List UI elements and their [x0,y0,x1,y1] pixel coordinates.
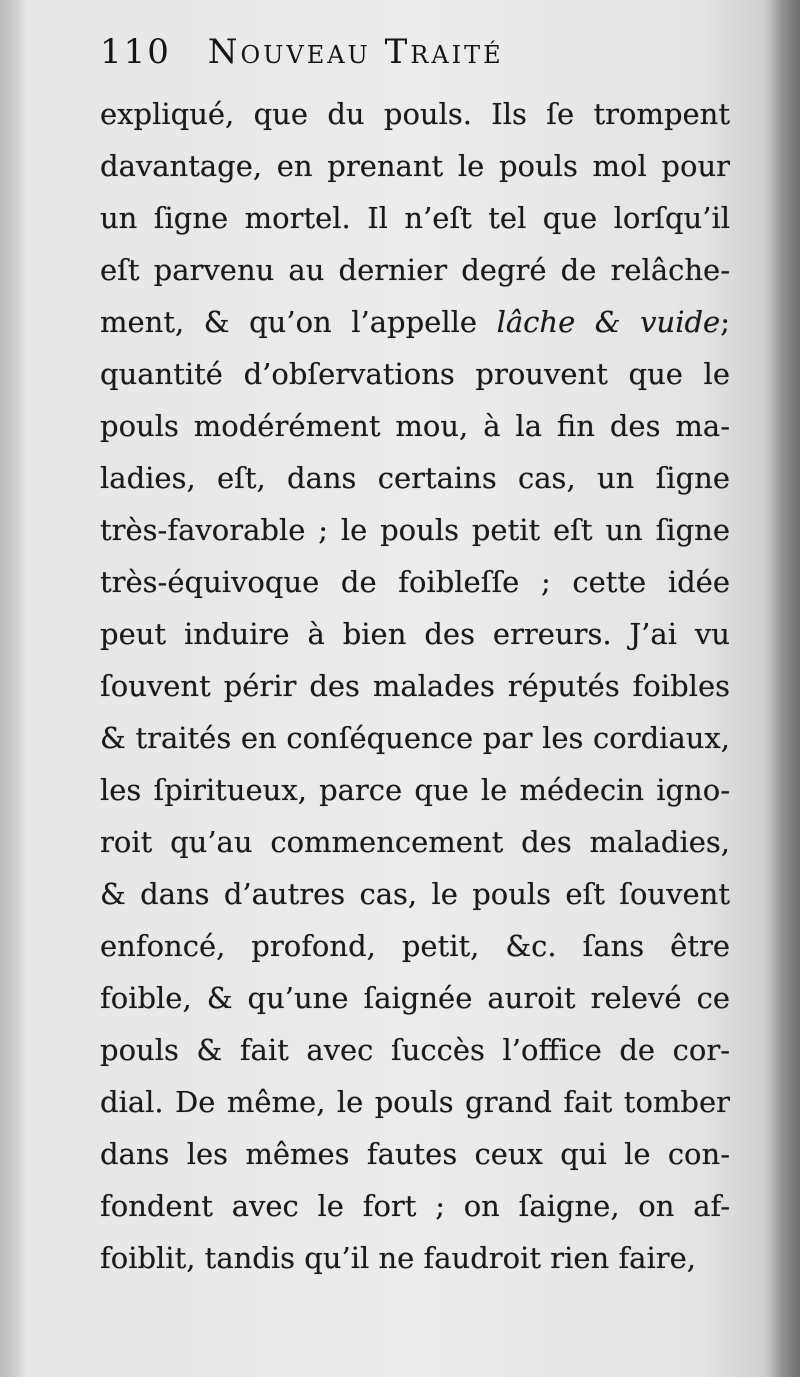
text-line: pouls modérément mou, à la fin des ma- [100,409,730,443]
page-header [100,32,740,78]
text-line: ſouvent périr des malades réputés foibles [100,669,730,703]
text-line: très-favorable ; le pouls petit eſt un ſigne [100,513,730,547]
text-line: davantage, en prenant le pouls mol pour [100,149,730,183]
text-line: expliqué, que du pouls. Ils ſe trompent [100,97,730,131]
text-line: fondent avec le fort ; on ſaigne, on af- [100,1189,730,1223]
page-number: 110 [100,32,171,72]
running-title: Nouveau Traité [207,32,504,72]
text-line: pouls & fait avec ſuccès l’office de cor- [100,1033,730,1067]
text-line: dans les mêmes fautes ceux qui le con- [100,1137,730,1171]
line-text: ; [720,305,730,339]
text-line: eſt parvenu au dernier degré de relâche- [100,253,730,287]
text-line: enfoncé, profond, petit, &c. ſans être [100,929,730,963]
text-line: quantité d’obſervations prouvent que le [100,357,730,391]
text-line: & traités en conſéquence par les cordiaux, [100,721,730,755]
text-line: dial. De même, le pouls grand fait tomber [100,1085,730,1119]
text-line: très-équivoque de foibleſſe ; cette idée [100,565,730,599]
line-text: ment, & qu’on l’appelle [100,305,497,339]
text-line: les ſpiritueux, parce que le médecin igno- [100,773,730,807]
text-line: roit qu’au commencement des maladies, [100,825,730,859]
italic-phrase: lâche & vuide [496,305,721,339]
body-text [100,88,730,1284]
text-line: foible, & qu’une ſaignée auroit relevé ce [100,981,730,1015]
text-line: foiblit, tandis qu’il ne faudroit rien faire, [100,1241,696,1275]
text-line: un ſigne mortel. Il n’eſt tel que lorſqu’il [100,201,730,235]
text-line: ladies, eſt, dans certains cas, un ſigne [100,461,730,495]
text-line: peut induire à bien des erreurs. J’ai vu [100,617,730,651]
text-line: & dans d’autres cas, le pouls eſt ſouvent [100,877,730,911]
text-line [100,296,730,348]
